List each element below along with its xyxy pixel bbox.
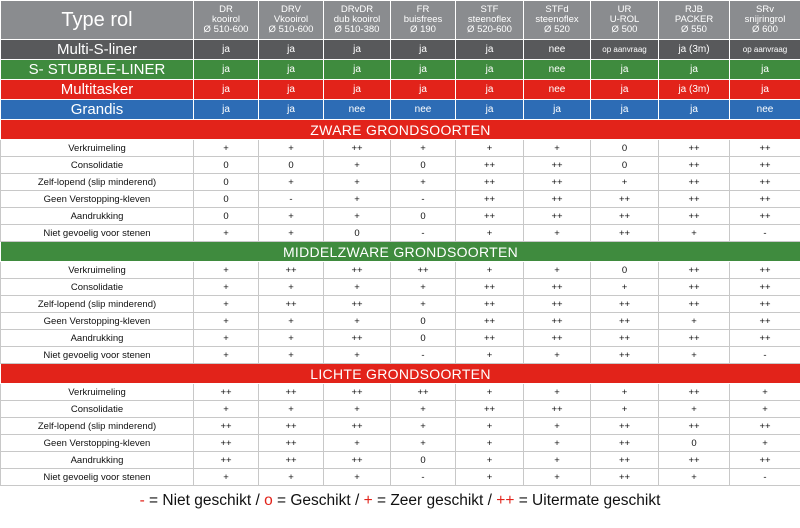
rating-cell: +: [456, 347, 524, 364]
rating-cell: ++: [324, 296, 391, 313]
criterion-label: Aandrukking: [1, 208, 194, 225]
criterion-label: Niet gevoelig voor stenen: [1, 225, 194, 242]
product-cell: ja: [591, 60, 659, 80]
rating-cell: ++: [591, 208, 659, 225]
column-header-line: steenoflex: [535, 14, 579, 25]
rating-cell: +: [659, 347, 730, 364]
rating-cell: +: [324, 157, 391, 174]
rating-cell: +: [659, 313, 730, 330]
column-header-line: buisfrees: [403, 14, 443, 25]
rating-cell: ++: [591, 435, 659, 452]
rating-cell: ++: [730, 140, 800, 157]
rating-cell: -: [259, 191, 324, 208]
product-cell: op aanvraag: [730, 40, 800, 60]
rating-cell: +: [391, 296, 456, 313]
rating-cell: ++: [730, 191, 800, 208]
rating-cell: +: [591, 401, 659, 418]
section-header-row: [1, 364, 800, 384]
criterion-label: Aandrukking: [1, 330, 194, 347]
product-cell: ja: [456, 60, 524, 80]
rating-cell: +: [591, 174, 659, 191]
rating-cell: ++: [591, 191, 659, 208]
criterion-label: Geen Verstopping-kleven: [1, 191, 194, 208]
rating-cell: +: [324, 174, 391, 191]
rating-cell: ++: [730, 330, 800, 347]
column-header-line: PACKER: [674, 14, 714, 25]
table-row: [1, 384, 800, 401]
table-row: [1, 401, 800, 418]
criterion-label: Aandrukking: [1, 452, 194, 469]
rating-cell: +: [524, 347, 591, 364]
rating-cell: +: [524, 140, 591, 157]
rating-cell: ++: [524, 313, 591, 330]
rating-cell: ++: [194, 452, 259, 469]
rating-cell: +: [659, 401, 730, 418]
column-header: [524, 1, 591, 40]
product-cell: ja: [194, 80, 259, 100]
rating-cell: ++: [324, 384, 391, 401]
criterion-label: Consolidatie: [1, 157, 194, 174]
rating-cell: +: [194, 330, 259, 347]
rating-cell: 0: [391, 330, 456, 347]
product-cell: ja: [324, 40, 391, 60]
rating-cell: +: [456, 140, 524, 157]
rating-cell: ++: [456, 279, 524, 296]
product-row: [1, 60, 800, 80]
rating-cell: -: [730, 225, 800, 242]
rating-cell: 0: [391, 452, 456, 469]
product-cell: ja: [524, 100, 591, 120]
rating-cell: +: [259, 469, 324, 486]
rating-cell: -: [730, 347, 800, 364]
rating-cell: ++: [659, 157, 730, 174]
rating-cell: +: [456, 452, 524, 469]
rating-cell: ++: [659, 296, 730, 313]
legend-symbol: +: [363, 492, 373, 509]
rating-cell: ++: [659, 191, 730, 208]
legend-symbol: ++: [496, 492, 515, 509]
rating-cell: ++: [456, 330, 524, 347]
rating-cell: +: [259, 313, 324, 330]
rating-cell: +: [324, 313, 391, 330]
column-header-line: Ø 190: [410, 24, 436, 35]
product-name: Multitasker: [1, 80, 194, 100]
rating-cell: +: [194, 469, 259, 486]
section-title: ZWARE GRONDSOORTEN: [1, 120, 800, 140]
rating-cell: ++: [591, 313, 659, 330]
rating-cell: ++: [730, 296, 800, 313]
column-header-line: U-ROL: [609, 14, 640, 25]
rating-cell: +: [456, 418, 524, 435]
rating-cell: ++: [730, 157, 800, 174]
rating-cell: ++: [524, 157, 591, 174]
rating-cell: ++: [456, 174, 524, 191]
rating-cell: +: [524, 418, 591, 435]
product-cell: ja: [730, 60, 800, 80]
rating-cell: +: [259, 401, 324, 418]
column-header: [194, 1, 259, 40]
table-row: [1, 225, 800, 242]
legend-symbol: o: [264, 492, 273, 509]
column-header-line: FR: [416, 4, 430, 15]
table-row: [1, 262, 800, 279]
table-row: [1, 191, 800, 208]
rating-cell: ++: [730, 174, 800, 191]
product-row: [1, 40, 800, 60]
rating-cell: +: [730, 401, 800, 418]
rating-cell: +: [730, 384, 800, 401]
rating-cell: ++: [456, 157, 524, 174]
column-header-line: RJB: [685, 4, 703, 15]
table-row: [1, 174, 800, 191]
rating-cell: +: [659, 469, 730, 486]
product-cell: nee: [524, 80, 591, 100]
rating-cell: 0: [591, 262, 659, 279]
criterion-label: Consolidatie: [1, 279, 194, 296]
product-cell: ja: [391, 80, 456, 100]
product-row: [1, 100, 800, 120]
rating-cell: +: [324, 347, 391, 364]
rating-cell: ++: [259, 418, 324, 435]
rating-cell: ++: [324, 262, 391, 279]
product-name: Multi-S-liner: [1, 40, 194, 60]
rating-cell: ++: [659, 140, 730, 157]
criterion-label: Verkruimeling: [1, 262, 194, 279]
product-cell: ja: [324, 80, 391, 100]
product-name: Grandis: [1, 100, 194, 120]
column-header-line: Ø 520: [544, 24, 570, 35]
product-cell: ja: [259, 40, 324, 60]
rating-cell: +: [259, 208, 324, 225]
rating-cell: +: [324, 191, 391, 208]
rating-cell: ++: [730, 452, 800, 469]
rating-cell: +: [659, 225, 730, 242]
legend-text: = Geschikt /: [272, 492, 364, 509]
rating-cell: 0: [194, 174, 259, 191]
rating-cell: ++: [259, 262, 324, 279]
rating-cell: +: [591, 384, 659, 401]
column-header: [324, 1, 391, 40]
legend-text: = Zeer geschikt /: [372, 492, 497, 509]
rating-cell: ++: [391, 262, 456, 279]
rating-cell: +: [194, 401, 259, 418]
rating-cell: -: [391, 225, 456, 242]
column-header-line: DRV: [281, 4, 301, 15]
rating-cell: ++: [730, 418, 800, 435]
rating-cell: +: [456, 262, 524, 279]
rating-cell: +: [524, 225, 591, 242]
column-header-line: Ø 510-600: [203, 24, 249, 35]
table-row: [1, 208, 800, 225]
criterion-label: Verkruimeling: [1, 384, 194, 401]
rating-cell: +: [524, 435, 591, 452]
product-cell: ja: [194, 60, 259, 80]
rating-cell: ++: [659, 330, 730, 347]
column-header-line: dub kooirol: [333, 14, 381, 25]
column-header-line: Ø 510-380: [334, 24, 380, 35]
product-cell: ja: [730, 80, 800, 100]
column-header-line: Ø 520-600: [467, 24, 512, 35]
table-row: [1, 469, 800, 486]
rating-cell: ++: [659, 384, 730, 401]
rating-cell: +: [391, 140, 456, 157]
product-cell: ja: [259, 100, 324, 120]
legend-text: = Niet geschikt /: [144, 492, 265, 509]
rating-cell: ++: [456, 401, 524, 418]
column-header-line: STF: [480, 4, 499, 15]
rating-cell: ++: [456, 296, 524, 313]
column-header-line: DRvDR: [340, 4, 374, 15]
column-header-line: Ø 550: [681, 24, 707, 35]
rating-cell: ++: [524, 330, 591, 347]
rating-cell: ++: [524, 174, 591, 191]
product-cell: ja (3m): [659, 80, 730, 100]
rating-cell: ++: [591, 330, 659, 347]
rating-cell: 0: [591, 157, 659, 174]
rating-cell: 0: [194, 208, 259, 225]
criterion-label: Niet gevoelig voor stenen: [1, 347, 194, 364]
rating-cell: +: [194, 279, 259, 296]
product-cell: ja: [391, 40, 456, 60]
criterion-label: Zelf-lopend (slip minderend): [1, 296, 194, 313]
rating-cell: 0: [591, 140, 659, 157]
column-header: [730, 1, 800, 40]
rating-cell: +: [456, 225, 524, 242]
rating-cell: ++: [324, 140, 391, 157]
rating-cell: +: [259, 174, 324, 191]
rating-cell: ++: [591, 347, 659, 364]
rating-cell: +: [591, 279, 659, 296]
column-header: [259, 1, 324, 40]
section-title: LICHTE GRONDSOORTEN: [1, 364, 800, 384]
rating-cell: -: [391, 191, 456, 208]
rating-cell: +: [730, 435, 800, 452]
column-header: [591, 1, 659, 40]
product-cell: nee: [391, 100, 456, 120]
rating-cell: +: [324, 279, 391, 296]
product-cell: ja: [456, 100, 524, 120]
rating-cell: +: [259, 330, 324, 347]
rating-cell: ++: [659, 279, 730, 296]
column-header-line: STFd: [545, 4, 569, 15]
column-header-line: Vkooirol: [273, 14, 309, 25]
product-cell: nee: [524, 40, 591, 60]
table-row: [1, 330, 800, 347]
legend-text: = Uitermate geschikt: [514, 492, 661, 509]
rating-cell: ++: [324, 418, 391, 435]
product-cell: ja: [591, 80, 659, 100]
rating-cell: +: [194, 296, 259, 313]
rating-cell: +: [259, 140, 324, 157]
rating-cell: ++: [659, 208, 730, 225]
column-header-line: SRv: [756, 4, 774, 15]
product-cell: ja: [456, 40, 524, 60]
criterion-label: Zelf-lopend (slip minderend): [1, 174, 194, 191]
rating-cell: 0: [259, 157, 324, 174]
product-cell: ja: [659, 100, 730, 120]
product-cell: ja: [659, 60, 730, 80]
rating-cell: ++: [659, 262, 730, 279]
section-title: MIDDELZWARE GRONDSOORTEN: [1, 242, 800, 262]
rating-cell: 0: [194, 191, 259, 208]
product-cell: ja (3m): [659, 40, 730, 60]
section-header-row: [1, 120, 800, 140]
criterion-label: Verkruimeling: [1, 140, 194, 157]
column-header-line: kooirol: [212, 14, 240, 25]
table-row: [1, 452, 800, 469]
rating-cell: ++: [259, 296, 324, 313]
column-header-line: steenoflex: [467, 14, 512, 25]
rating-cell: ++: [591, 296, 659, 313]
product-row: [1, 80, 800, 100]
product-cell: ja: [591, 100, 659, 120]
rating-cell: ++: [324, 452, 391, 469]
section-header-row: [1, 242, 800, 262]
rating-cell: ++: [659, 418, 730, 435]
criterion-label: Consolidatie: [1, 401, 194, 418]
rating-cell: ++: [730, 279, 800, 296]
table-row: [1, 418, 800, 435]
rating-cell: ++: [524, 191, 591, 208]
rating-cell: ++: [324, 330, 391, 347]
rating-cell: +: [259, 279, 324, 296]
rating-cell: +: [324, 401, 391, 418]
rating-cell: +: [524, 469, 591, 486]
product-cell: ja: [259, 80, 324, 100]
rating-cell: +: [391, 279, 456, 296]
rating-cell: 0: [391, 313, 456, 330]
product-cell: nee: [730, 100, 800, 120]
rating-cell: +: [194, 140, 259, 157]
rating-cell: ++: [524, 296, 591, 313]
rating-cell: ++: [194, 418, 259, 435]
table-row: [1, 157, 800, 174]
product-cell: ja: [194, 40, 259, 60]
product-cell: ja: [324, 60, 391, 80]
rating-cell: ++: [194, 384, 259, 401]
rating-cell: +: [194, 225, 259, 242]
rating-cell: 0: [659, 435, 730, 452]
rating-cell: -: [391, 347, 456, 364]
rating-cell: -: [730, 469, 800, 486]
column-header: [456, 1, 524, 40]
rating-cell: ++: [591, 469, 659, 486]
rating-cell: +: [456, 469, 524, 486]
product-cell: nee: [524, 60, 591, 80]
rating-cell: ++: [259, 384, 324, 401]
column-header-line: snijringrol: [744, 14, 786, 25]
rating-cell: +: [524, 262, 591, 279]
rating-cell: 0: [391, 208, 456, 225]
rating-cell: ++: [524, 279, 591, 296]
rating-cell: +: [524, 452, 591, 469]
rating-cell: ++: [456, 191, 524, 208]
criterion-label: Geen Verstopping-kleven: [1, 435, 194, 452]
product-cell: ja: [194, 100, 259, 120]
column-header-line: UR: [617, 4, 632, 15]
criterion-label: Niet gevoelig voor stenen: [1, 469, 194, 486]
rating-cell: ++: [259, 435, 324, 452]
rating-cell: +: [391, 174, 456, 191]
column-header: [659, 1, 730, 40]
rating-cell: ++: [730, 313, 800, 330]
rating-cell: ++: [591, 452, 659, 469]
table-row: [1, 140, 800, 157]
rating-cell: +: [456, 435, 524, 452]
table-row: [1, 313, 800, 330]
table-row: [1, 279, 800, 296]
product-cell: op aanvraag: [591, 40, 659, 60]
rating-cell: +: [259, 347, 324, 364]
rating-cell: +: [391, 435, 456, 452]
rating-cell: ++: [591, 418, 659, 435]
table-row: [1, 296, 800, 313]
rating-cell: +: [194, 262, 259, 279]
legend-symbol: -: [139, 492, 145, 509]
column-header-line: DR: [219, 4, 233, 15]
rating-cell: ++: [259, 452, 324, 469]
rating-cell: ++: [391, 384, 456, 401]
rating-cell: ++: [659, 174, 730, 191]
rating-cell: ++: [659, 452, 730, 469]
rating-cell: ++: [456, 208, 524, 225]
rating-cell: -: [391, 469, 456, 486]
rating-cell: ++: [730, 262, 800, 279]
type-rol-title: Type rol: [1, 1, 194, 40]
column-header: [391, 1, 456, 40]
rating-cell: 0: [391, 157, 456, 174]
product-cell: ja: [391, 60, 456, 80]
criterion-label: Zelf-lopend (slip minderend): [1, 418, 194, 435]
column-header-line: Ø 510-600: [268, 24, 314, 35]
column-header-line: Ø 500: [611, 24, 638, 35]
product-name: S- STUBBLE-LINER: [1, 60, 194, 80]
rating-cell: ++: [194, 435, 259, 452]
rating-cell: +: [324, 208, 391, 225]
rating-cell: ++: [591, 225, 659, 242]
product-cell: ja: [259, 60, 324, 80]
rating-cell: +: [194, 347, 259, 364]
rating-cell: +: [524, 384, 591, 401]
rating-cell: +: [456, 384, 524, 401]
rating-cell: +: [391, 401, 456, 418]
table-row: [1, 435, 800, 452]
legend: [0, 492, 800, 510]
rating-cell: +: [259, 225, 324, 242]
header-row: [1, 1, 800, 40]
product-cell: ja: [456, 80, 524, 100]
criterion-label: Geen Verstopping-kleven: [1, 313, 194, 330]
rating-cell: ++: [524, 208, 591, 225]
rating-cell: +: [391, 418, 456, 435]
rating-cell: ++: [524, 401, 591, 418]
product-cell: nee: [324, 100, 391, 120]
rating-cell: ++: [456, 313, 524, 330]
rating-cell: ++: [730, 208, 800, 225]
rating-cell: +: [194, 313, 259, 330]
table-row: [1, 347, 800, 364]
rating-cell: 0: [194, 157, 259, 174]
rating-cell: 0: [324, 225, 391, 242]
rating-cell: +: [324, 435, 391, 452]
column-header-line: Ø 600: [752, 24, 778, 35]
rating-cell: +: [324, 469, 391, 486]
